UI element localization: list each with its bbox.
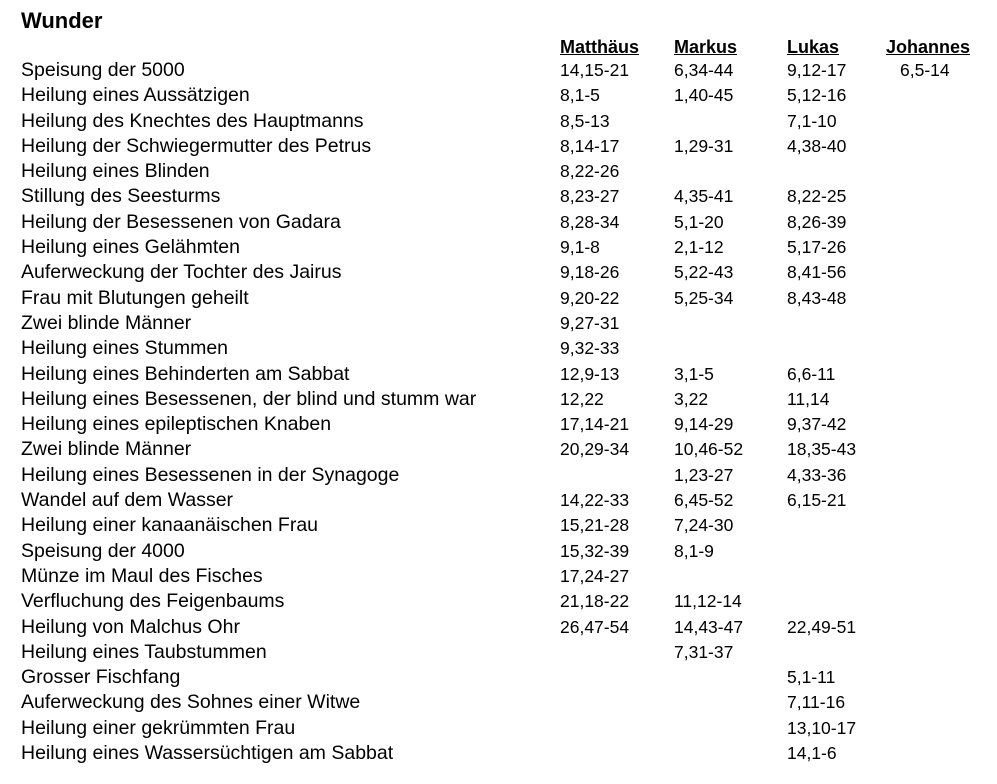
table-row xyxy=(0,210,997,235)
ref-markus: 14,43-47 xyxy=(674,616,744,637)
table-row xyxy=(0,58,997,83)
miracle-name: Heilung der Besessenen von Gadara xyxy=(21,210,341,233)
ref-matthaeus: 9,18-26 xyxy=(560,262,620,283)
table-row xyxy=(0,235,997,260)
ref-markus: 1,40-45 xyxy=(674,85,734,106)
ref-markus: 9,14-29 xyxy=(674,414,734,435)
miracle-name: Heilung einer kanaanäischen Frau xyxy=(21,514,319,537)
table-row xyxy=(0,539,997,564)
ref-markus: 1,29-31 xyxy=(674,135,734,156)
ref-matthaeus: 9,1-8 xyxy=(560,237,600,258)
ref-matthaeus: 8,28-34 xyxy=(560,211,620,232)
ref-matthaeus: 8,14-17 xyxy=(560,135,620,156)
ref-matthaeus: 14,22-33 xyxy=(560,490,630,511)
table-row xyxy=(0,741,997,766)
ref-markus: 1,23-27 xyxy=(674,464,734,485)
table-row xyxy=(0,513,997,538)
column-header-markus: Markus xyxy=(674,37,738,57)
ref-lukas: 6,6-11 xyxy=(787,363,836,384)
miracle-name: Wandel auf dem Wasser xyxy=(21,489,234,512)
ref-markus: 7,24-30 xyxy=(674,515,734,536)
miracle-name: Grosser Fischfang xyxy=(21,666,181,689)
table-row xyxy=(0,716,997,741)
ref-markus: 3,1-5 xyxy=(674,363,714,384)
miracle-name: Heilung eines Behinderten am Sabbat xyxy=(21,362,350,385)
table-row xyxy=(0,286,997,311)
ref-matthaeus: 12,9-13 xyxy=(560,363,620,384)
table-row xyxy=(0,260,997,285)
miracle-name: Stillung des Seesturms xyxy=(21,185,221,208)
table-row xyxy=(0,640,997,665)
table-row xyxy=(0,387,997,412)
ref-matthaeus: 17,14-21 xyxy=(560,414,630,435)
column-header-johannes: Johannes xyxy=(886,37,971,57)
ref-lukas: 9,12-17 xyxy=(787,60,847,80)
ref-johannes: 6,5-14 xyxy=(900,60,950,80)
ref-markus: 4,35-41 xyxy=(674,186,734,207)
ref-markus: 2,1-12 xyxy=(674,237,724,258)
ref-matthaeus: 14,15-21 xyxy=(560,60,630,80)
table-row xyxy=(0,83,997,108)
ref-markus: 5,1-20 xyxy=(674,211,724,232)
ref-matthaeus: 20,29-34 xyxy=(560,439,630,460)
column-header-matthaeus: Matthäus xyxy=(560,37,640,57)
table-row xyxy=(0,437,997,462)
miracle-name: Speisung der 4000 xyxy=(21,539,185,562)
ref-matthaeus: 26,47-54 xyxy=(560,616,630,637)
ref-markus: 10,46-52 xyxy=(674,439,744,460)
ref-markus: 7,31-37 xyxy=(674,641,734,662)
ref-lukas: 8,22-25 xyxy=(787,186,847,207)
page-title: Wunder xyxy=(21,8,103,33)
miracle-name: Frau mit Blutungen geheilt xyxy=(21,286,249,309)
miracle-name: Zwei blinde Männer xyxy=(21,311,192,334)
miracle-name: Heilung der Schwiegermutter des Petrus xyxy=(21,134,372,157)
ref-lukas: 4,33-36 xyxy=(787,464,847,485)
ref-lukas: 13,10-17 xyxy=(787,717,857,738)
table-row xyxy=(0,362,997,387)
ref-markus: 11,12-14 xyxy=(674,591,742,612)
table-row xyxy=(0,336,997,361)
miracles-table xyxy=(0,58,997,766)
miracle-name: Speisung der 5000 xyxy=(21,59,185,81)
miracle-name: Heilung eines Blinden xyxy=(21,160,210,183)
table-row xyxy=(0,463,997,488)
miracle-name: Heilung eines Besessenen, der blind und stumm war xyxy=(21,387,477,410)
miracle-name: Heilung von Malchus Ohr xyxy=(21,615,240,638)
miracle-name: Heilung eines Wassersüchtigen am Sabbat xyxy=(21,742,394,765)
ref-matthaeus: 9,32-33 xyxy=(560,338,620,359)
ref-lukas: 7,11-16 xyxy=(787,692,846,713)
miracle-name: Heilung eines Stummen xyxy=(21,337,229,360)
ref-markus: 5,22-43 xyxy=(674,262,734,283)
ref-lukas: 5,17-26 xyxy=(787,237,847,258)
miracle-name: Verfluchung des Feigenbaums xyxy=(21,590,285,613)
table-row xyxy=(0,690,997,715)
ref-lukas: 22,49-51 xyxy=(787,616,857,637)
miracle-name: Heilung eines epileptischen Knaben xyxy=(21,413,332,436)
table-row xyxy=(0,109,997,134)
miracle-name: Heilung eines Gelähmten xyxy=(21,236,240,259)
miracle-name: Heilung eines Taubstummen xyxy=(21,640,267,663)
ref-matthaeus: 8,23-27 xyxy=(560,186,620,207)
ref-lukas: 7,1-10 xyxy=(787,110,837,131)
ref-lukas: 5,12-16 xyxy=(787,85,847,106)
ref-markus: 3,22 xyxy=(674,388,709,409)
ref-matthaeus: 15,21-28 xyxy=(560,515,630,536)
table-row xyxy=(0,159,997,184)
table-row xyxy=(0,184,997,209)
table-row xyxy=(0,589,997,614)
column-header-lukas: Lukas xyxy=(787,37,840,57)
miracle-name: Zwei blinde Männer xyxy=(21,438,192,461)
ref-lukas: 9,37-42 xyxy=(787,414,847,435)
ref-matthaeus: 9,27-31 xyxy=(560,312,620,333)
table-row xyxy=(0,412,997,437)
ref-markus: 6,34-44 xyxy=(674,60,734,80)
miracle-name: Heilung eines Besessenen in der Synagoge xyxy=(21,463,400,486)
miracle-name: Heilung einer gekrümmten Frau xyxy=(21,716,296,739)
ref-matthaeus: 17,24-27 xyxy=(560,565,630,586)
table-row xyxy=(0,134,997,159)
ref-matthaeus: 8,22-26 xyxy=(560,161,620,182)
ref-matthaeus: 12,22 xyxy=(560,388,604,409)
miracle-name: Auferweckung der Tochter des Jairus xyxy=(21,261,342,284)
column-header-row xyxy=(0,36,997,58)
ref-lukas: 18,35-43 xyxy=(787,439,857,460)
ref-lukas: 4,38-40 xyxy=(787,135,847,156)
table-row xyxy=(0,488,997,513)
ref-lukas: 8,26-39 xyxy=(787,211,847,232)
ref-markus: 5,25-34 xyxy=(674,287,734,308)
ref-markus: 6,45-52 xyxy=(674,490,734,511)
miracle-name: Auferweckung des Sohnes einer Witwe xyxy=(21,691,361,714)
table-row xyxy=(0,665,997,690)
ref-matthaeus: 9,20-22 xyxy=(560,287,620,308)
ref-lukas: 8,43-48 xyxy=(787,287,847,308)
ref-matthaeus: 8,1-5 xyxy=(560,85,600,106)
table-row xyxy=(0,615,997,640)
miracle-name: Münze im Maul des Fisches xyxy=(21,564,263,587)
ref-matthaeus: 15,32-39 xyxy=(560,540,630,561)
ref-lukas: 14,1-6 xyxy=(787,743,837,764)
ref-lukas: 11,14 xyxy=(787,388,830,409)
miracle-name: Heilung des Knechtes des Hauptmanns xyxy=(21,109,364,132)
table-row xyxy=(0,311,997,336)
ref-markus: 8,1-9 xyxy=(674,540,714,561)
ref-matthaeus: 21,18-22 xyxy=(560,591,630,612)
ref-matthaeus: 8,5-13 xyxy=(560,110,610,131)
ref-lukas: 8,41-56 xyxy=(787,262,847,283)
table-row xyxy=(0,564,997,589)
ref-lukas: 5,1-11 xyxy=(787,667,836,688)
ref-lukas: 6,15-21 xyxy=(787,490,847,511)
miracle-name: Heilung eines Aussätzigen xyxy=(21,84,250,107)
